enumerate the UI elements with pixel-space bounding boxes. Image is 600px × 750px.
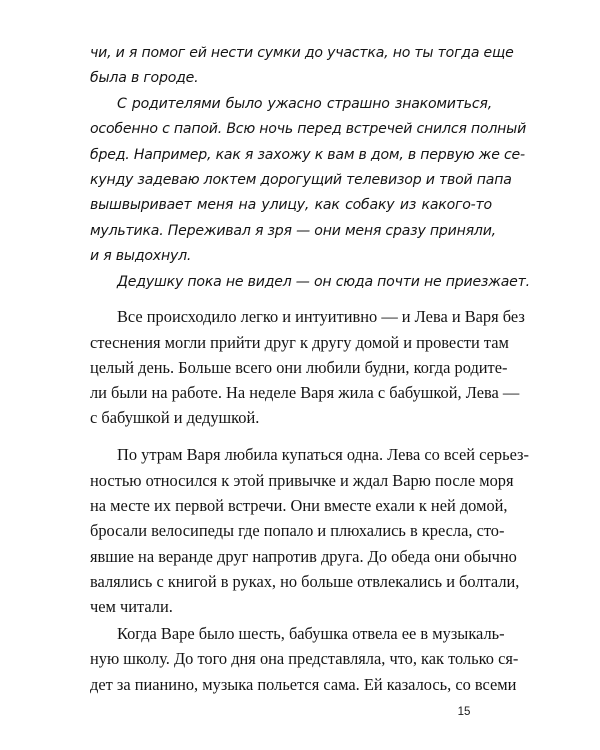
text-line: Все происходило легко и интуитивно — и Лева и Варя без <box>117 307 525 326</box>
text-line: мультика. Переживал я зря — они меня сразу приняли, <box>90 223 496 239</box>
text-line: валялись с книгой в руках, но больше отвлекались и болтали, <box>90 572 520 591</box>
text-line: бред. Например, как я захожу к вам в дом, в первую же се- <box>90 147 525 163</box>
text-line: Когда Варе было шесть, бабушка отвела ее в музыкаль- <box>117 624 505 643</box>
text-line: была в городе. <box>90 70 199 86</box>
text-line: на месте их первой встречи. Они вместе ехали к ней домой, <box>90 496 508 515</box>
text-line: ную школу. До того дня она представляла, что, как только ся- <box>90 649 519 668</box>
text-line: чи, и я помог ей нести сумки до участка, но ты тогда еще <box>90 45 514 61</box>
text-line: ностью относился к этой привычке и ждал Варю после моря <box>90 471 514 490</box>
text-line: явшие на веранде друг напротив друга. До обеда они обычно <box>90 547 517 566</box>
text-line: По утрам Варя любила купаться одна. Лева со всей серьез- <box>117 445 529 464</box>
text-line: стеснения могли прийти друг к другу домой и провести там <box>90 333 509 352</box>
text-line: чем читали. <box>90 597 173 616</box>
text-line: кунду задеваю локтем дорогущий телевизор и твой папа <box>90 172 512 188</box>
text-line: с бабушкой и дедушкой. <box>90 408 260 427</box>
text-line: бросали велосипеды где попало и плюхались в кресла, сто- <box>90 521 505 540</box>
text-line: ли были на работе. На неделе Варя жила с бабушкой, Лева — <box>90 383 520 402</box>
text-line: вышвыривает меня на улицу, как собаку из какого-то <box>90 197 492 213</box>
page-number: 15 <box>457 706 471 718</box>
text-line: особенно с папой. Всю ночь перед встречей снился полный <box>90 121 527 137</box>
text-line: С родителями было ужасно страшно знакомиться, <box>117 96 492 112</box>
text-line: Дедушку пока не видел — он сюда почти не приезжает. <box>117 274 530 290</box>
text-line: целый день. Больше всего они любили будни, когда родите- <box>90 358 508 377</box>
text-line: и я выдохнул. <box>90 248 192 264</box>
text-line: дет за пианино, музыка польется сама. Ей казалось, со всеми <box>90 675 517 694</box>
